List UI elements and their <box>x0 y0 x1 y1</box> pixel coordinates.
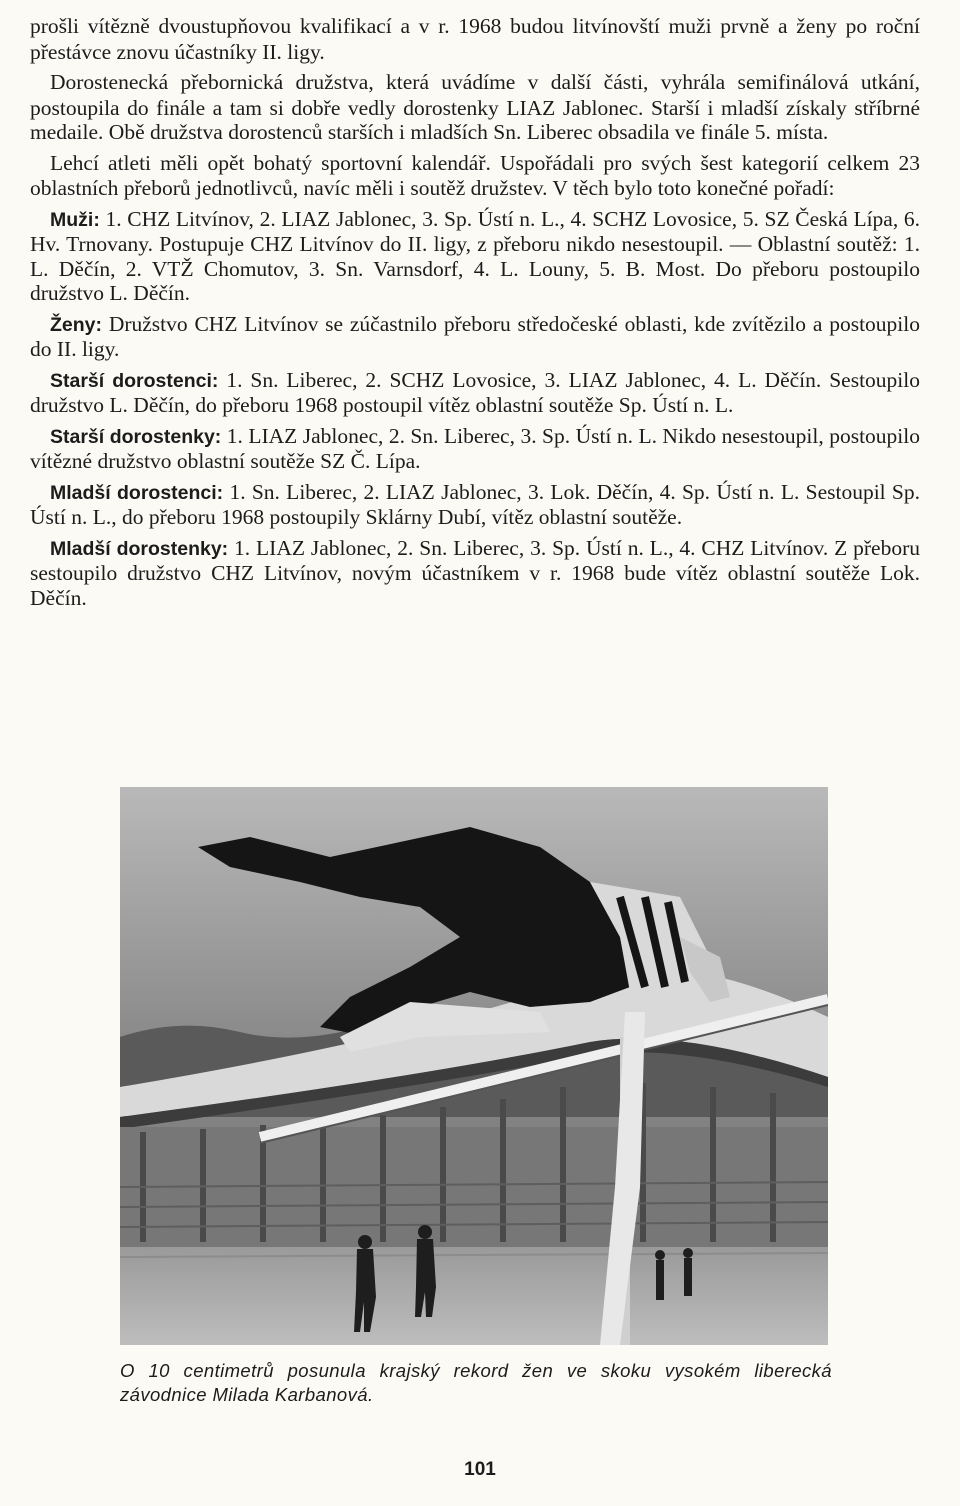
paragraph-women <box>30 312 920 362</box>
paragraph-label: Mladší dorostenky: <box>50 537 229 560</box>
paragraph-men <box>30 207 920 306</box>
high-jump-photo <box>120 787 828 1345</box>
paragraph-text: 1. Sn. Liberec, 2. SCHZ Lovosice, 3. LIAZ Jablonec, 4. L. Děčín. Sestoupilo družstvo L. Děčín, do přeboru 1968 postoupil vítěz oblastní soutěže Sp. Ústí n. L. <box>30 367 921 417</box>
paragraph-younger-juniors-women <box>30 536 920 611</box>
paragraph-label: Ženy: <box>50 313 103 336</box>
page-number: 101 <box>464 1459 496 1480</box>
paragraph-text: Lehcí atleti měli opět bohatý sportovní kalendář. Uspořádali pro svých šest kategorií celkem 23 oblastních přeborů jednotlivců, navíc měli i soutěž družstev. V těch bylo toto konečné pořadí: <box>30 150 920 200</box>
paragraph-text: Dorostenecká přebornická družstva, která uvádíme v další části, vyhrála semifinálová utkání, postoupila do finále a tam si dobře vedly dorostenky LIAZ Jablonec. Starší i mladší získaly stříbrné medaile. Obě družstva dorostenců starších i mladších Sn. Liberec obsadila ve finále 5. místa. <box>30 70 920 144</box>
paragraph-label: Starší dorostenci: <box>50 369 219 392</box>
paragraph-text: 1. CHZ Litvínov, 2. LIAZ Jablonec, 3. Sp. Ústí n. L., 4. SCHZ Lovosice, 5. SZ Česká Lípa, 6. Hv. Trnovany. Postupuje CHZ Litvínov do II. ligy, z přeboru nikdo nesestoupil. — Oblastní soutěž: 1. L. Děčín, 2. VTŽ Chomutov, 3. Sn. Varnsdorf, 4. L. Louny, 5. B. Most. Do přeboru postoupilo družstvo L. Děčín. <box>30 206 920 305</box>
paragraph-senior-juniors-women <box>30 424 920 474</box>
paragraph-text: 1. LIAZ Jablonec, 2. Sn. Liberec, 3. Sp. Ústí n. L. Nikdo nesestoupil, postoupilo vítězné družstvo oblastní soutěže SZ Č. Lípa. <box>30 423 921 473</box>
article-body <box>30 14 920 616</box>
paragraph-text: 1. Sn. Liberec, 2. LIAZ Jablonec, 3. Lok. Děčín, 4. Sp. Ústí n. L. Sestoupil Sp. Ústí n. L., do přeboru 1968 postoupily Sklárny Dubí, vítěz oblastní soutěže. <box>30 479 920 529</box>
paragraph-text: 1. LIAZ Jablonec, 2. Sn. Liberec, 3. Sp. Ústí n. L., 4. CHZ Litvínov. Z přeboru sestoupilo družstvo CHZ Litvínov, novým účastníkem v r. 1968 bude vítěz oblastní soutěže Lok. Děčín. <box>30 535 920 610</box>
paragraph-label: Mladší dorostenci: <box>50 481 224 504</box>
photo-caption: O 10 centimetrů posunula krajský rekord žen ve skoku vysokém liberecká závodnice Milada Karbanová. <box>120 1360 832 1405</box>
paragraph-senior-juniors-men <box>30 368 920 418</box>
paragraph-2 <box>30 70 920 145</box>
paragraph-text: Družstvo CHZ Litvínov se zúčastnilo přeboru středočeské oblasti, kde zvítězilo a postoupilo do II. ligy. <box>30 311 920 361</box>
paragraph-label: Muži: <box>50 208 100 231</box>
paragraph-label: Starší dorostenky: <box>50 425 222 448</box>
paragraph-text: prošli vítězně dvoustupňovou kvalifikací a v r. 1968 budou litvínovští muži prvně a ženy po roční přestávce znovu účastníky II. ligy. <box>30 14 920 64</box>
paragraph-1 <box>30 14 920 64</box>
paragraph-younger-juniors-men <box>30 480 920 530</box>
paragraph-3 <box>30 151 920 201</box>
